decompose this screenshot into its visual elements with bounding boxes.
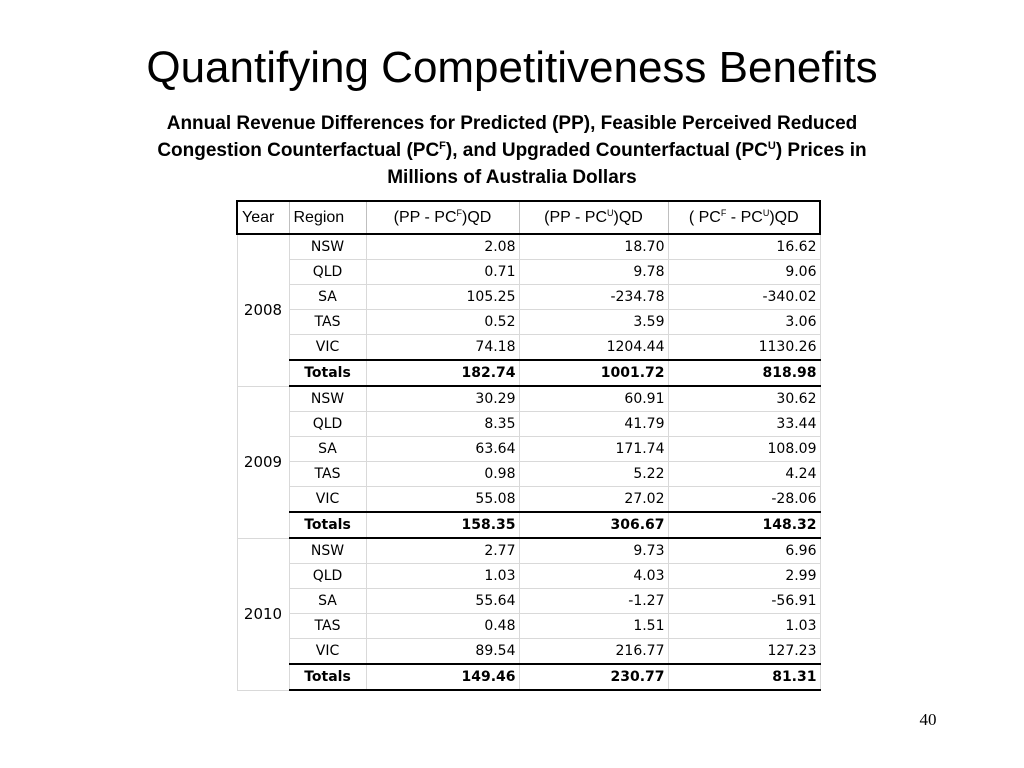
value-cell: 63.64 xyxy=(366,437,519,462)
value-cell: 27.02 xyxy=(519,487,668,513)
region-cell: SA xyxy=(289,285,366,310)
header-text: (PP - PC xyxy=(544,208,607,226)
value-cell: 127.23 xyxy=(668,639,820,665)
totals-row xyxy=(237,512,820,538)
year-cell: 2009 xyxy=(237,386,289,538)
totals-label: Totals xyxy=(289,512,366,538)
value-cell: 0.52 xyxy=(366,310,519,335)
region-cell: QLD xyxy=(289,260,366,285)
value-cell: 3.59 xyxy=(519,310,668,335)
table-row xyxy=(237,538,820,564)
region-cell: QLD xyxy=(289,412,366,437)
table-row xyxy=(237,310,820,335)
value-cell: -28.06 xyxy=(668,487,820,513)
header-region: Region xyxy=(289,201,366,234)
value-cell: -340.02 xyxy=(668,285,820,310)
value-cell: 105.25 xyxy=(366,285,519,310)
value-cell: 6.96 xyxy=(668,538,820,564)
region-cell: TAS xyxy=(289,614,366,639)
table-row xyxy=(237,386,820,412)
totals-row xyxy=(237,360,820,386)
header-text: )QD xyxy=(769,208,799,226)
region-cell: SA xyxy=(289,589,366,614)
totals-value: 818.98 xyxy=(668,360,820,386)
totals-value: 149.46 xyxy=(366,664,519,690)
totals-value: 158.35 xyxy=(366,512,519,538)
table-caption xyxy=(80,110,944,191)
value-cell: 89.54 xyxy=(366,639,519,665)
region-cell: QLD xyxy=(289,564,366,589)
header-text: ( PC xyxy=(688,208,721,226)
table-row xyxy=(237,589,820,614)
table-body xyxy=(237,234,820,690)
value-cell: 2.77 xyxy=(366,538,519,564)
totals-value: 230.77 xyxy=(519,664,668,690)
header-superscript: U xyxy=(607,207,614,218)
value-cell: 9.73 xyxy=(519,538,668,564)
totals-value: 182.74 xyxy=(366,360,519,386)
region-cell: NSW xyxy=(289,234,366,260)
header-superscript: U xyxy=(762,207,770,218)
page-number: 40 xyxy=(919,710,937,729)
header-superscript: F xyxy=(720,207,727,218)
region-cell: SA xyxy=(289,437,366,462)
table-row xyxy=(237,462,820,487)
totals-value: 306.67 xyxy=(519,512,668,538)
table-row xyxy=(237,639,820,665)
value-cell: 0.71 xyxy=(366,260,519,285)
value-cell: 171.74 xyxy=(519,437,668,462)
value-cell: 108.09 xyxy=(668,437,820,462)
table-row xyxy=(237,437,820,462)
value-cell: 4.24 xyxy=(668,462,820,487)
value-cell: -56.91 xyxy=(668,589,820,614)
table-row xyxy=(237,285,820,310)
caption-line-1: Annual Revenue Differences for Predicted (PP), Feasible Perceived Reduced xyxy=(166,113,858,134)
value-cell: 60.91 xyxy=(519,386,668,412)
caption-superscript: U xyxy=(767,140,776,152)
value-cell: 2.08 xyxy=(366,234,519,260)
value-cell: 1.03 xyxy=(366,564,519,589)
value-cell: 55.64 xyxy=(366,589,519,614)
value-cell: 1.51 xyxy=(519,614,668,639)
table-row xyxy=(237,412,820,437)
header-text: - PC xyxy=(726,208,763,226)
value-cell: 5.22 xyxy=(519,462,668,487)
value-cell: 8.35 xyxy=(366,412,519,437)
value-cell: 216.77 xyxy=(519,639,668,665)
header-superscript: F xyxy=(456,207,462,218)
value-cell: 55.08 xyxy=(366,487,519,513)
totals-label: Totals xyxy=(289,360,366,386)
value-cell: 3.06 xyxy=(668,310,820,335)
value-cell: 1.03 xyxy=(668,614,820,639)
region-cell: VIC xyxy=(289,335,366,361)
caption-text: ) Prices in xyxy=(775,140,867,161)
region-cell: NSW xyxy=(289,386,366,412)
year-cell: 2010 xyxy=(237,538,289,690)
table-row xyxy=(237,564,820,589)
value-cell: 33.44 xyxy=(668,412,820,437)
header-row xyxy=(237,201,820,234)
header-year: Year xyxy=(237,201,289,234)
table-row xyxy=(237,234,820,260)
totals-value: 1001.72 xyxy=(519,360,668,386)
header-text: )QD xyxy=(462,208,492,226)
value-cell: 4.03 xyxy=(519,564,668,589)
region-cell: NSW xyxy=(289,538,366,564)
totals-value: 148.32 xyxy=(668,512,820,538)
value-cell: -1.27 xyxy=(519,589,668,614)
value-cell: 2.99 xyxy=(668,564,820,589)
year-cell: 2008 xyxy=(237,234,289,386)
region-cell: VIC xyxy=(289,487,366,513)
header-pp-minus-pcf xyxy=(366,201,519,234)
totals-row xyxy=(237,664,820,690)
caption-line-3: Millions of Australia Dollars xyxy=(387,167,637,188)
value-cell: 1130.26 xyxy=(668,335,820,361)
value-cell: -234.78 xyxy=(519,285,668,310)
header-text: )QD xyxy=(613,208,643,226)
value-cell: 41.79 xyxy=(519,412,668,437)
value-cell: 30.29 xyxy=(366,386,519,412)
totals-value: 81.31 xyxy=(668,664,820,690)
table-row xyxy=(237,260,820,285)
value-cell: 16.62 xyxy=(668,234,820,260)
value-cell: 30.62 xyxy=(668,386,820,412)
region-cell: TAS xyxy=(289,310,366,335)
header-pcf-minus-pcu xyxy=(668,201,820,234)
totals-label: Totals xyxy=(289,664,366,690)
caption-superscript: F xyxy=(439,140,446,152)
table-row xyxy=(237,614,820,639)
region-cell: VIC xyxy=(289,639,366,665)
value-cell: 9.06 xyxy=(668,260,820,285)
caption-text: ), and Upgraded Counterfactual (PC xyxy=(445,140,768,161)
value-cell: 0.48 xyxy=(366,614,519,639)
header-pp-minus-pcu xyxy=(519,201,668,234)
caption-text: Congestion Counterfactual (PC xyxy=(157,140,440,161)
value-cell: 0.98 xyxy=(366,462,519,487)
region-cell: TAS xyxy=(289,462,366,487)
table-row xyxy=(237,335,820,361)
value-cell: 74.18 xyxy=(366,335,519,361)
table-row xyxy=(237,487,820,513)
value-cell: 1204.44 xyxy=(519,335,668,361)
slide-title: Quantifying Competitiveness Benefits xyxy=(146,43,878,92)
revenue-differences-table xyxy=(236,200,821,691)
header-text: (PP - PC xyxy=(393,208,457,226)
caption-line-2 xyxy=(80,137,944,164)
value-cell: 9.78 xyxy=(519,260,668,285)
value-cell: 18.70 xyxy=(519,234,668,260)
